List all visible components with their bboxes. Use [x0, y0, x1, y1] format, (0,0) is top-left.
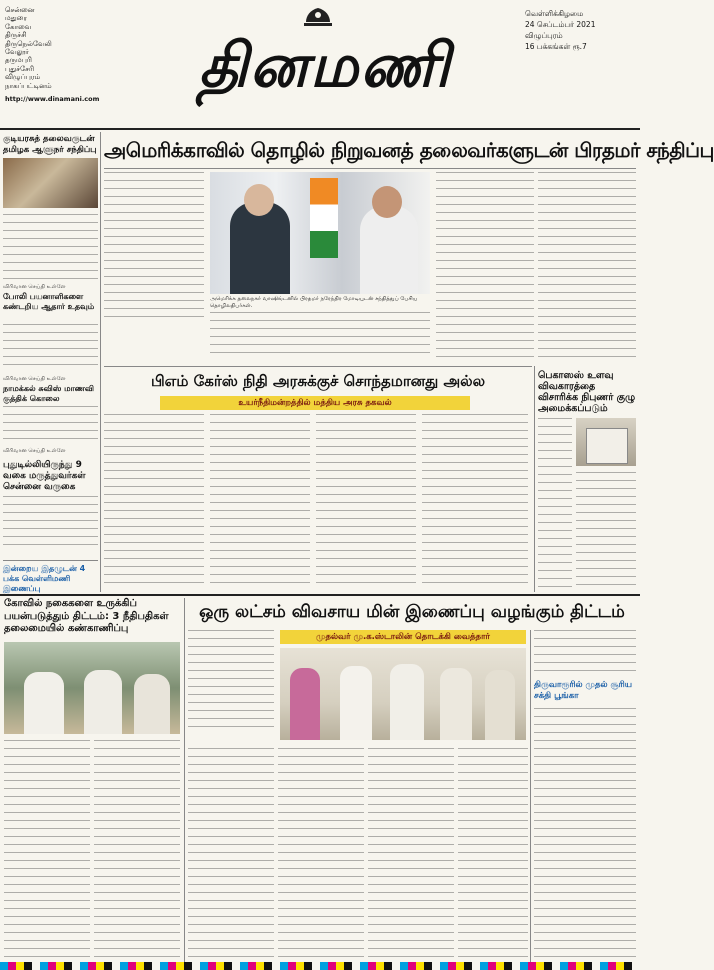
temple-headline[interactable]: கோவில் நகைகளை உருக்கிப் பயன்படுத்தும் திட்டம்: 3 நீதிபதிகள் தலைமையில் கண்காணிப்பு — [4, 598, 169, 634]
brief-aadhaar[interactable] — [3, 292, 98, 382]
farm-power-subhead: முதல்வர் மு.க.ஸ்டாலின் தொடக்கி வைத்தார் — [280, 630, 526, 644]
brief-headline: இன்றைய இதழுடன் 4 பக்க வெள்ளிமணி இணைப்பு — [3, 564, 86, 593]
edition-place: விழுப்புரம் — [525, 31, 563, 40]
pmcares-headline[interactable]: பிஎம் கேர்ஸ் நிதி அரசுக்குச் சொந்தமானது அல்ல — [150, 372, 486, 390]
pegasus-headline[interactable]: பெகாஸஸ் உளவு விவகாரத்தை விசாரிக்க நிபுணர் குழு அமைக்கப்படும் — [538, 370, 636, 414]
pages-price: 16 பக்கங்கள் ரூ.7 — [525, 42, 587, 51]
farm-power-headline[interactable]: ஒரு லட்சம் விவசாய மின் இணைப்பு வழங்கும் திட்டம் — [199, 602, 625, 622]
edition-item: நாகப்பட்டினம் — [5, 81, 52, 90]
brief-doctors[interactable] — [3, 460, 98, 493]
edition-item: தருமபுரி — [5, 56, 32, 65]
pmcares-subhead: உயர்நீதிமன்றத்தில் மத்திய அரசு தகவல் — [160, 396, 470, 410]
brief-namakkal[interactable] — [3, 384, 98, 454]
issue-date: 24 செப்டம்பர் 2021 — [525, 20, 596, 29]
brief-headline: நாமக்கல் சுவிஸ் மாணவி குத்திக் கொலை — [3, 384, 95, 403]
edition-item: சென்னை — [5, 6, 35, 14]
brief-tag: விரிவான செய்தி உள்ளே — [3, 448, 66, 454]
brief-tag: விரிவான செய்தி உள்ளே — [3, 284, 66, 290]
date-block — [525, 8, 635, 52]
weekday: வெள்ளிக்கிழமை — [525, 9, 584, 18]
brief-headline: புதுடில்லியிருந்து 9 வகை மருத்துவர்கள் சென்னை வருகை — [3, 460, 86, 492]
brief-headline: போலி பயனாளிகளை கண்டறிய ஆதார் உதவும் — [3, 292, 95, 311]
temple-photo — [4, 642, 180, 734]
brief-governor[interactable] — [3, 134, 98, 290]
edition-item: திருச்சி — [5, 31, 27, 40]
solar-park-headline[interactable]: திருவாரூரில் முதல் சூரிய சக்தி பூங்கா — [534, 680, 633, 701]
edition-item: புதுச்சேரி — [5, 64, 35, 73]
lead-photo — [210, 172, 430, 294]
edition-item: விழுப்புரம் — [5, 73, 41, 82]
lead-caption: அமெரிக்க தலைநகர் வாஷிங்டனில் பிரதமர் நரேந்திர மோடியுடன் சந்தித்துப் பேசிய தொழிலதிபர்கள். — [210, 296, 418, 309]
brief-headline: குடியரசுத் தலைவருடன் தமிழக ஆளுநர் சந்திப்பு — [3, 134, 97, 155]
farm-power-photo — [280, 648, 526, 740]
website-link[interactable]: http://www.dinamani.com — [5, 95, 100, 103]
brief-supplement[interactable] — [3, 560, 98, 594]
lead-headline[interactable]: அமெரிக்காவில் தொழில் நிறுவனத் தலைவர்களுடன் பிரதமர் சந்திப்பு — [104, 138, 714, 162]
brief-photo — [3, 158, 98, 208]
registration-bar — [0, 962, 640, 970]
edition-item: திருநெல்வேலி — [5, 39, 52, 48]
edition-item: வேலூர் — [5, 48, 29, 57]
brief-tag: விரிவான செய்தி உள்ளே — [3, 376, 66, 382]
edition-item: கோவை — [5, 22, 32, 31]
pegasus-photo — [576, 418, 636, 466]
edition-item: மதுரை — [5, 14, 27, 23]
masthead-logo: தினமணி — [198, 31, 452, 101]
edition-list — [5, 6, 75, 90]
